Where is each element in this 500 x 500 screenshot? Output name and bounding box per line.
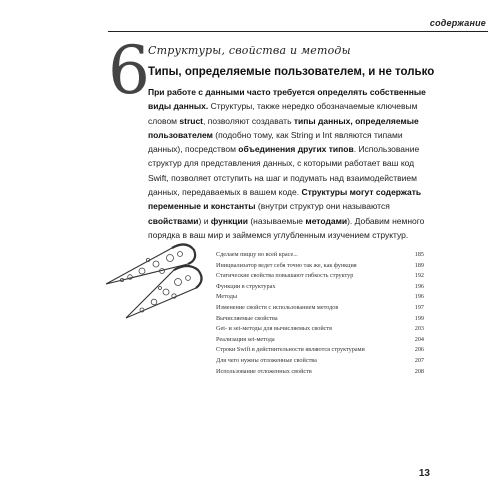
toc-entry-title: Использование отложенных свойств xyxy=(216,367,312,375)
toc-entry-title: Строки Swift в действительности являются структурами xyxy=(216,346,365,354)
chapter-heading: Типы, определяемые пользователем, и не только xyxy=(148,66,435,78)
intro-combining-types: объединения других типов xyxy=(238,144,354,155)
toc-entry[interactable] xyxy=(216,367,424,378)
toc-entry-title: Инициализатор ведет себя точно так же, как функция xyxy=(216,261,357,269)
intro-text: ). Добавим немного порядка в ваш мир и займемся углубленным изучением структур. xyxy=(148,215,425,240)
toc-entry-title: Реализация set-метода xyxy=(216,335,275,343)
toc-entry-title: Функции в структурах xyxy=(216,282,276,290)
intro-text: (подобно тому, как String и Int являются типами данных), посредством xyxy=(148,129,403,155)
toc-entry-page: 199 xyxy=(414,314,424,322)
toc-entry[interactable] xyxy=(216,292,424,303)
toc-entry-page: 208 xyxy=(414,367,424,375)
chapter-toc xyxy=(216,250,424,377)
toc-entry-page: 197 xyxy=(414,303,424,311)
intro-lead: При работе с данными часто требуется определять собственные виды данных. xyxy=(148,87,426,112)
intro-struct: struct xyxy=(179,115,204,126)
header-rule xyxy=(108,31,488,32)
toc-entry[interactable] xyxy=(216,345,424,356)
chapter-label: Структуры, свойства и методы xyxy=(148,44,351,57)
intro-text: (внутри структур они называются xyxy=(255,201,390,212)
intro-text: Структуры, также нередко обозначаемые ключевым словом xyxy=(148,101,418,126)
toc-entry-page: 185 xyxy=(414,251,424,258)
toc-entry[interactable] xyxy=(216,250,424,261)
toc-entry-page: 203 xyxy=(414,325,424,333)
intro-text: . Использование структур для представления данных, с которыми работает ваш код Swift, позволяет отступить на шаг и подумать над взаимодействием данных, передаваемых в вашем коде. xyxy=(148,144,420,198)
intro-functions: функции xyxy=(210,215,248,226)
toc-entry[interactable] xyxy=(216,261,424,272)
running-header: содержание xyxy=(429,18,486,28)
toc-entry-page: 207 xyxy=(414,356,424,364)
toc-entry[interactable] xyxy=(216,356,424,367)
toc-entry[interactable] xyxy=(216,335,424,346)
intro-text: ) и xyxy=(198,215,211,226)
toc-entry[interactable] xyxy=(216,271,424,282)
intro-text: (называемые xyxy=(247,215,306,226)
intro-properties: свойствами xyxy=(148,215,199,226)
pizza-slice-illustration-2 xyxy=(118,262,208,324)
toc-entry-page: 196 xyxy=(414,282,424,290)
toc-entry[interactable] xyxy=(216,303,424,314)
toc-entry[interactable] xyxy=(216,314,424,325)
toc-entry-page: 204 xyxy=(414,335,424,343)
toc-entry-title: Методы xyxy=(216,293,238,301)
toc-entry-title: Get- и set-методы для вычисляемых свойств xyxy=(216,325,333,333)
intro-paragraph xyxy=(148,85,433,242)
intro-user-types: типы данных, определяемые пользователем xyxy=(148,115,419,140)
toc-entry-title: Сделаем пиццу во всей красе... xyxy=(216,251,298,258)
toc-entry-title: Для чего нужны отложенные свойства xyxy=(216,356,317,364)
page-number: 13 xyxy=(418,468,430,479)
chapter-number: 6 xyxy=(108,32,150,109)
toc-entry-page: 192 xyxy=(414,272,424,280)
intro-text: , позволяют создавать xyxy=(203,115,294,126)
toc-entry-title: Изменение свойств с использованием методов xyxy=(216,303,339,311)
toc-entry-page: 196 xyxy=(414,293,424,301)
intro-methods: методами xyxy=(305,215,348,226)
toc-entry-page: 189 xyxy=(414,261,424,269)
toc-entry-page: 206 xyxy=(414,346,424,354)
intro-structs-contain: Структуры могут содержать переменные и константы xyxy=(148,187,422,212)
toc-entry[interactable] xyxy=(216,324,424,335)
toc-entry-title: Вычисляемые свойства xyxy=(216,314,278,322)
toc-entry[interactable] xyxy=(216,282,424,293)
toc-entry-title: Статические свойства повышают гибкость структур xyxy=(216,272,354,280)
